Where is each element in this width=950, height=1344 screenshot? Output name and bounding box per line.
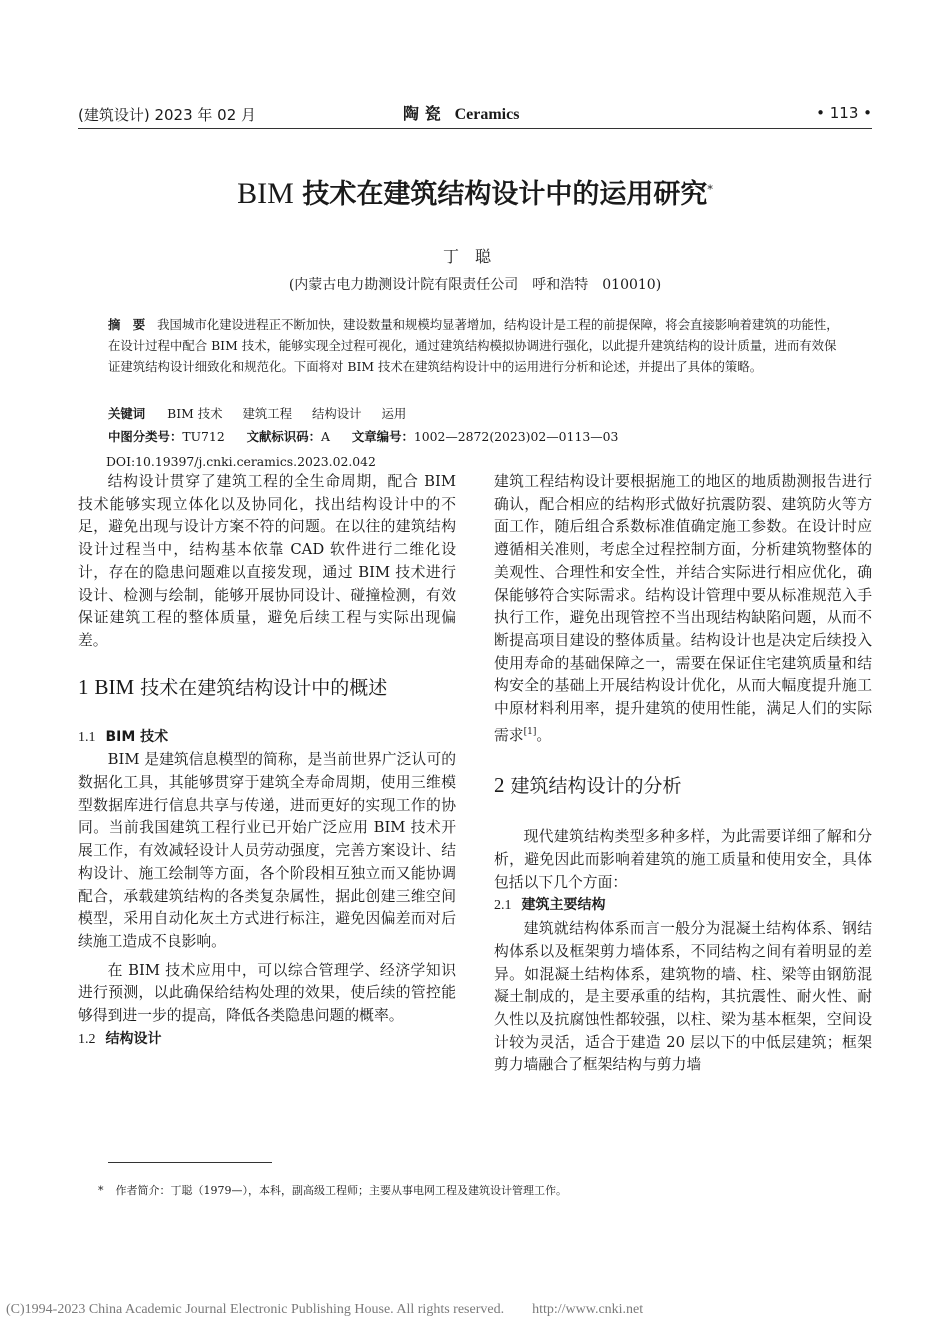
footnote-mark: * <box>98 1184 104 1197</box>
abstract <box>108 314 844 377</box>
section-2-1-number: 2.1 <box>494 898 512 914</box>
section-1-2-text: 建筑工程结构设计要根据施工的地区的地质勘测报告进行确认，配合相应的结构形式做好抗震防裂、建筑防火等方面工作，随后组合系数标准值确定施工参数。在设计时应遵循相关准则，考虑全过程控制方面，分析建筑物整体的美观性、合理性和安全性，并结合实际进行相应优化，确保能够符合实际需求。结构设计管理中要从标准规范入手执行工作，避免出现管控不当出现结构缺陷问题，从而不断提高项目建设的整体质量。结构设计也是决定后续投入使用寿命的基础保障之一，需要在保证住宅建筑质量和结构安全的基础上开展结构设计优化，从而大幅度提升施工中原材料利用率，提升建筑的使用性能，满足人们的实际需求 <box>494 473 872 744</box>
journal-name <box>403 101 519 124</box>
clc-label: 中图分类号： <box>108 429 183 444</box>
page-number: • 113 • <box>816 104 872 122</box>
article-no-value: 1002—2872(2023)02—0113—03 <box>413 429 619 444</box>
title-footnote-mark: * <box>707 183 713 196</box>
section-1-2-heading <box>78 1028 456 1052</box>
keywords <box>108 403 844 424</box>
copyright-notice: (C)1994-2023 China Academic Journal Electronic Publishing House. All rights reserved. http://www.cnki.net <box>6 1302 644 1317</box>
section-2-1-title: 建筑主要结构 <box>521 897 606 914</box>
section-1-1-number: 1.1 <box>78 729 96 745</box>
section-1-heading <box>78 673 456 702</box>
left-column <box>78 471 456 1051</box>
citation-ref: [1] <box>523 726 537 737</box>
footnote-text: 作者简介：丁聪（1979—），本科，副高级工程师；主要从事电网工程及建筑设计管理工作。 <box>115 1184 567 1197</box>
section-1-2-title: 结构设计 <box>105 1030 162 1047</box>
section-2-title: 建筑结构设计的分析 <box>510 775 682 798</box>
abstract-text: 我国城市化建设进程正不断加快，建设数量和规模均显著增加，结构设计是工程的前提保障，将会直接影响着建筑的功能性，在设计过程中配合 BIM 技术，能够实现全过程可视化，通过建筑结构模拟协调进行强化，以此提升建筑结构的设计质量，进而有效保证建筑结构设计细致化和规范化。下面将对 BIM 技术在建筑结构设计中的运用进行分析和论述，并提出了具体的策略。 <box>108 317 839 374</box>
doc-code-value: A <box>321 429 330 444</box>
intro-paragraph: 结构设计贯穿了建筑工程的全生命周期，配合 BIM 技术能够实现立体化以及协同化，找出结构设计中的不足，避免出现与设计方案不符的问题。在以往的建筑结构设计过程当中，结构基本依靠 CAD 软件进行二维化设计，存在的隐患问题难以直接发现，通过 BIM 技术进行设计、检测与绘制，能够开展协同设计、碰撞检测，有效保证建筑工程的整体质量，避免后续工程与实际出现偏差。 <box>78 473 456 649</box>
author-name: 丁聪 <box>442 247 507 266</box>
classification-line <box>108 426 844 447</box>
article-title <box>0 172 950 211</box>
abstract-label: 摘 要 <box>108 317 146 332</box>
keyword-item: BIM 技术 <box>167 406 223 421</box>
journal-name-en: Ceramics <box>454 106 520 123</box>
author-affiliation: (内蒙古电力勘测设计院有限责任公司 呼和浩特 010010) <box>288 277 662 293</box>
section-1-title: 技术在建筑结构设计中的概述 <box>140 676 388 699</box>
right-column <box>494 471 872 1077</box>
keyword-item: 运用 <box>381 406 407 421</box>
section-1-title-en: BIM <box>94 674 135 699</box>
section-2-1-heading <box>494 894 872 918</box>
title-en: BIM <box>237 177 294 210</box>
journal-name-cn: 陶 瓷 <box>403 104 441 123</box>
section-2-heading <box>494 771 872 800</box>
doi: DOI:10.19397/j.cnki.ceramics.2023.02.042 <box>106 454 376 469</box>
journal-issue: (建筑设计) 2023 年 02 月 <box>78 106 257 124</box>
header-divider <box>78 128 872 129</box>
doc-code-label: 文献标识码： <box>246 429 321 444</box>
title-cn: 技术在建筑结构设计中的运用研究 <box>302 179 708 210</box>
author-footnote <box>98 1182 567 1198</box>
keyword-item: 结构设计 <box>312 406 362 421</box>
section-1-2-number: 1.2 <box>78 1031 96 1047</box>
footnote-divider <box>108 1162 272 1163</box>
section-1-1-heading <box>78 726 456 750</box>
section-1-number: 1 <box>78 674 89 699</box>
article-no-label: 文章编号： <box>351 429 414 444</box>
section-1-1-paragraph: 在 BIM 技术应用中，可以综合管理学、经济学知识进行预测，以此确保给结构处理的效果，使后续的管控能够得到进一步的提高，降低各类隐患问题的概率。 <box>78 961 456 1025</box>
section-1-2-text-end: 。 <box>536 726 552 744</box>
clc-value: TU712 <box>182 429 225 444</box>
section-1-1-paragraph: BIM 是建筑信息模型的简称，是当前世界广泛认可的数据化工具，其能够贯穿于建筑全寿命周期，使用三维模型数据库进行信息共享与传递，进而更好的实现工作的协同。当前我国建筑工程行业已开始广泛应用 BIM 技术开展工作，有效减轻设计人员劳动强度，完善方案设计、结构设计、施工绘制等方面，各个阶段相互独立而又能协调配合，承载建筑结构的各类复杂属性，据此创建三维空间模型，采用自动化灰土方式进行标注，避免因偏差而对后续施工造成不良影响。 <box>78 751 456 950</box>
section-1-2-paragraph <box>494 471 872 747</box>
keywords-label: 关键词 <box>108 406 146 421</box>
section-2-1-paragraph: 建筑就结构体系而言一般分为混凝土结构体系、钢结构体系以及框架剪力墙体系，不同结构之间有着明显的差异。如混凝土结构体系，建筑物的墙、柱、梁等由钢筋混凝土制成的，是主要承重的结构，其抗震性、耐火性、耐久性以及抗腐蚀性都较强，以柱、梁为基本框架，空间设计较为灵活，适合于建造 20 层以下的中低层建筑；框架剪力墙融合了框架结构与剪力墙 <box>494 920 872 1074</box>
keyword-item: 建筑工程 <box>242 406 293 421</box>
section-2-number: 2 <box>494 773 505 798</box>
section-2-paragraph: 现代建筑结构类型多种多样，为此需要详细了解和分析，避免因此而影响着建筑的施工质量和使用安全，具体包括以下几个方面： <box>494 828 872 891</box>
section-1-1-title: BIM 技术 <box>105 728 169 745</box>
